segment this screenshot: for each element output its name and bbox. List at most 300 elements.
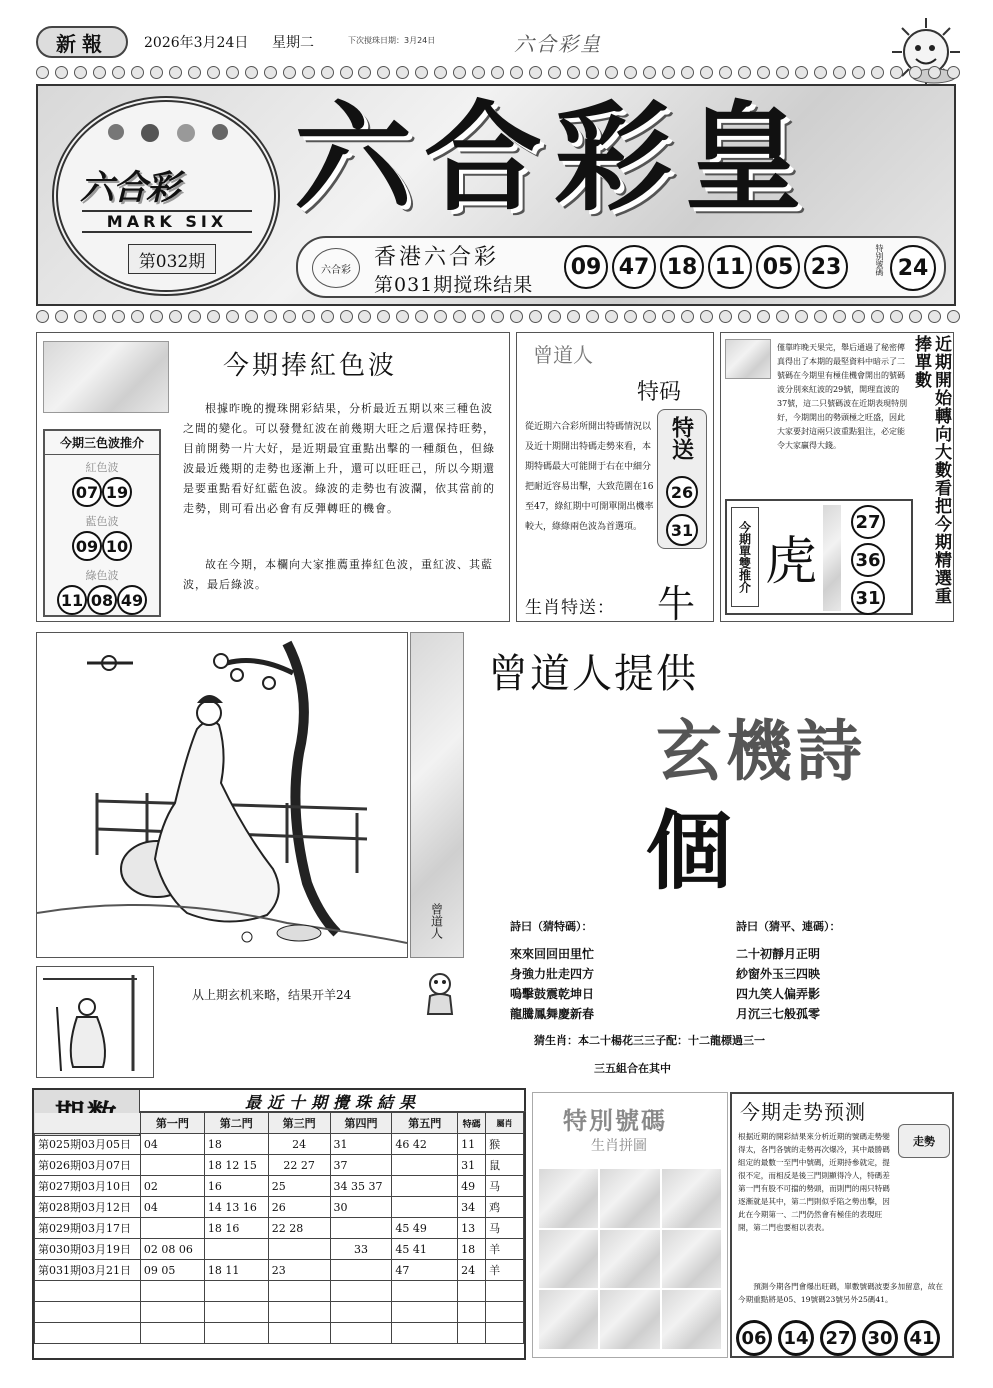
- number-dot: [415, 66, 428, 79]
- monk-illustration: [37, 967, 153, 1077]
- monk-panel: [36, 966, 154, 1078]
- row-c2: [204, 1281, 268, 1302]
- red-ball: 07: [72, 477, 102, 507]
- number-dot: [434, 66, 447, 79]
- row-c2: 18 16: [204, 1218, 268, 1239]
- green-ball: 08: [87, 585, 117, 615]
- number-dot: [264, 310, 277, 323]
- number-dot: [643, 66, 656, 79]
- poem-right-line: 紗窗外玉三四映: [736, 967, 821, 981]
- row-issue: 第027期03月10日: [35, 1176, 141, 1197]
- row-special: [458, 1302, 486, 1323]
- row-c1: 04: [140, 1197, 204, 1218]
- tiger-decor: [725, 339, 771, 379]
- zeng-te-song-label: 特送: [668, 416, 695, 460]
- number-dot: [434, 310, 447, 323]
- red-wave-body2: 故在今期，本欄向大家推薦重捧紅色波，重紅波、其藍波，最后綠波。: [183, 558, 493, 591]
- tiger-body: 僅靠昨晚天果完，舉后通過了秘密傳真得出了本期的最堅資料中暗示了二號碼在今期里有極佳機會開出的號碼波分別來紅波的29號，開理直波的37號，這二只號碼波在近期表現特別好，今期開出的勢頭極之旺盛，因此大家要封這兩只波重點狙注，必定能令大家贏得大錢。: [777, 343, 908, 450]
- row-c5: [392, 1302, 458, 1323]
- number-dot: [681, 66, 694, 79]
- tiger-box: [725, 499, 913, 615]
- forecast-ball: 30: [862, 1320, 898, 1356]
- header-weekday: 星期二: [272, 35, 314, 51]
- number-dot: [93, 310, 106, 323]
- row-issue: [35, 1281, 141, 1302]
- number-dot: [757, 66, 770, 79]
- tiger-ball: 36: [851, 543, 885, 577]
- forecast-ball: 06: [736, 1320, 772, 1356]
- number-dot: [662, 310, 675, 323]
- issue-number: 第032期: [128, 244, 216, 274]
- number-dot: [719, 310, 732, 323]
- zeng-zodiac-label: 生肖特送：: [525, 598, 615, 618]
- history-header-row: [35, 1113, 524, 1134]
- row-c3: [268, 1239, 330, 1260]
- forecast-section: [730, 1092, 954, 1358]
- row-c3: 23: [268, 1260, 330, 1281]
- row-special: 49: [458, 1176, 486, 1197]
- row-issue: 第030期03月19日: [35, 1239, 141, 1260]
- number-dot: [283, 310, 296, 323]
- number-dot: [909, 66, 922, 79]
- number-dot: [112, 310, 125, 323]
- number-dot: [719, 66, 732, 79]
- row-special: 24: [458, 1260, 486, 1281]
- number-dot: [55, 310, 68, 323]
- poem-right-line: 月沉三七般孤零: [736, 1007, 821, 1021]
- number-dot: [757, 310, 770, 323]
- red-numbers: [45, 477, 159, 507]
- number-dot: [207, 66, 220, 79]
- number-dot: [169, 310, 182, 323]
- row-special: [458, 1281, 486, 1302]
- blue-numbers: [45, 531, 159, 561]
- row-c5: 45 49: [392, 1218, 458, 1239]
- number-dot: [131, 66, 144, 79]
- row-issue: [35, 1323, 141, 1344]
- tiger-numbers: [851, 505, 885, 615]
- number-dot: [871, 66, 884, 79]
- number-dot: [472, 310, 485, 323]
- row-issue: [35, 1302, 141, 1323]
- row-c1: [140, 1155, 204, 1176]
- logo-badge: [52, 96, 280, 296]
- table-row: [35, 1323, 524, 1344]
- table-row: [35, 1197, 524, 1218]
- red-wave-body: 根據昨晚的攪珠開彩結果，分析最近五期以來三種色波之間的變化。可以發覺紅波在前幾期大旺之后還保持旺勢，目前開勢一片大好，是近期最宜重點出擊的一種顏色，但綠波最近幾期的走勢也逐漸上升，還可以旺旺己，所以今期還是要重點看好紅藍色波。綠波的走勢也有波瀾，依其當前的走勢，則可看出必會有反彈轉旺的機會。: [183, 402, 495, 515]
- logo-text: 六合彩: [80, 168, 179, 208]
- row-c5: [392, 1197, 458, 1218]
- riddle-section: [470, 632, 954, 1078]
- result-mini-logo: 六合彩: [312, 248, 360, 288]
- puzzle-tile: [662, 1230, 721, 1289]
- tiger-ball: 27: [851, 505, 885, 539]
- zeng-ball: 26: [666, 476, 698, 508]
- number-dot: [814, 310, 827, 323]
- puzzle-tile: [539, 1290, 598, 1349]
- red-wave-heading: 今期捧紅色波: [223, 351, 398, 381]
- row-c3: 22 28: [268, 1218, 330, 1239]
- zeng-section: [516, 332, 714, 626]
- row-c4: 33: [330, 1239, 392, 1260]
- number-dot: [207, 310, 220, 323]
- color-panel-title: 今期三色波推介: [45, 431, 159, 455]
- puzzle-tile: [662, 1169, 721, 1228]
- result-panel: [296, 236, 946, 298]
- number-dot: [529, 310, 542, 323]
- forecast-numbers: [736, 1320, 940, 1356]
- row-issue: 第031期03月21日: [35, 1260, 141, 1281]
- header-date: 2026年3月24日: [144, 35, 249, 51]
- riddle-side-label: 曾道人: [429, 903, 444, 939]
- history-header: 第二門: [204, 1113, 268, 1134]
- green-numbers: [45, 585, 159, 615]
- number-dot-row-bottom: [36, 310, 960, 323]
- number-dot: [150, 66, 163, 79]
- number-dot: [947, 66, 960, 79]
- row-c2: 18: [204, 1134, 268, 1155]
- number-dot: [377, 310, 390, 323]
- number-dot: [871, 310, 884, 323]
- history-header: 第五門: [392, 1113, 458, 1134]
- blue-label: 藍色波: [85, 515, 119, 528]
- number-dot: [852, 66, 865, 79]
- number-dot: [833, 310, 846, 323]
- row-c5: [392, 1281, 458, 1302]
- zeng-te-song: [657, 409, 707, 549]
- number-dot: [396, 66, 409, 79]
- lady-under-tree-illustration: [37, 633, 407, 957]
- history-table: [34, 1112, 524, 1344]
- row-zodiac: 猴: [486, 1134, 524, 1155]
- number-dot: [36, 66, 49, 79]
- number-dot: [491, 310, 504, 323]
- big-title: 六合彩皇: [294, 88, 815, 227]
- number-dot: [738, 310, 751, 323]
- row-c4: [330, 1218, 392, 1239]
- row-c4: [330, 1281, 392, 1302]
- forecast-ball: 41: [904, 1320, 940, 1356]
- number-dot: [245, 310, 258, 323]
- row-c3: 22 27: [268, 1155, 330, 1176]
- row-zodiac: 鼠: [486, 1155, 524, 1176]
- forecast-body2: 預測今期各門會爆出旺碼，單數號碼波要多加留意，故在今期重點將是05、19號碼23號另外25碼41。: [738, 1282, 944, 1304]
- puzzle-tile: [600, 1169, 659, 1228]
- number-dot: [302, 66, 315, 79]
- row-c3: 26: [268, 1197, 330, 1218]
- number-dot: [226, 310, 239, 323]
- number-dot: [226, 66, 239, 79]
- row-zodiac: [486, 1281, 524, 1302]
- forecast-body: 根据近期的開彩結果來分析近期的號碼走勢變得太，各門各號的走勢再次爆冷，其中最勝碼組定的最數一至門中號碼，近期持參就定，提很不定，而相反是後三門則顯得冷人，特碼差第一門有股不可擋的勢頭，而則門的兩只特碼逐漸就是其中，第二門則似乎陷之勢出擊，因此在今期第一、二門仍然會有極佳的表現旺開，第二門也要相以表表。: [738, 1132, 890, 1232]
- row-c5: 45 41: [392, 1239, 458, 1260]
- row-special: 13: [458, 1218, 486, 1239]
- number-dot: [928, 66, 941, 79]
- row-c3: [268, 1281, 330, 1302]
- result-ball: 09: [564, 245, 608, 289]
- history-header: 第四門: [330, 1113, 392, 1134]
- header-next-draw: 下次搅珠日期：3月24日: [348, 36, 436, 45]
- puzzle-tile: [539, 1230, 598, 1289]
- number-dot: [377, 66, 390, 79]
- row-issue: 第028期03月12日: [35, 1197, 141, 1218]
- zeng-ball: 31: [666, 514, 698, 546]
- row-c5: 47: [392, 1260, 458, 1281]
- number-dot: [74, 66, 87, 79]
- masthead: [36, 84, 956, 306]
- number-dot: [93, 66, 106, 79]
- number-dot: [586, 310, 599, 323]
- table-row: [35, 1218, 524, 1239]
- number-dot: [55, 66, 68, 79]
- special-puzzle-title: 特別號碼: [563, 1106, 667, 1135]
- row-c2: 14 13 16: [204, 1197, 268, 1218]
- number-dot: [131, 310, 144, 323]
- number-dot: [738, 66, 751, 79]
- number-dot: [852, 310, 865, 323]
- poem-left-line: 身強力壯走四方: [510, 967, 595, 981]
- prev-issue: 第031期搅珠结果: [374, 274, 534, 296]
- number-dot: [112, 66, 125, 79]
- row-c2: 18 11: [204, 1260, 268, 1281]
- table-row: [35, 1176, 524, 1197]
- red-wave-decor: [43, 341, 169, 413]
- forecast-title: 今期走势预测: [740, 1100, 866, 1124]
- special-puzzle-section: [532, 1092, 728, 1358]
- row-special: 11: [458, 1134, 486, 1155]
- special-ball: 24: [890, 245, 936, 291]
- row-c2: [204, 1302, 268, 1323]
- riddle-char: 個: [646, 802, 732, 902]
- poem-right: [736, 944, 820, 1024]
- history-header-spacer: [35, 1113, 141, 1134]
- number-dot: [472, 66, 485, 79]
- table-row: [35, 1134, 524, 1155]
- last-note: 从上期玄机来略，结果开羊24: [192, 988, 352, 1002]
- number-dot: [700, 310, 713, 323]
- number-dot: [264, 66, 277, 79]
- row-zodiac: [486, 1323, 524, 1344]
- number-dot: [605, 66, 618, 79]
- forecast-ball: 27: [820, 1320, 856, 1356]
- row-zodiac: [486, 1302, 524, 1323]
- red-label: 紅色波: [85, 461, 119, 474]
- table-row: [35, 1239, 524, 1260]
- row-special: 18: [458, 1239, 486, 1260]
- row-c5: [392, 1323, 458, 1344]
- zodiac-hint2: 三五組合在其中: [594, 1062, 671, 1075]
- number-dot: [548, 310, 561, 323]
- result-ball: 23: [804, 245, 848, 289]
- number-dot: [245, 66, 258, 79]
- row-c3: 24: [268, 1134, 330, 1155]
- logo-balls: [108, 124, 228, 142]
- row-c3: [268, 1323, 330, 1344]
- number-dot: [302, 310, 315, 323]
- number-dot: [890, 66, 903, 79]
- forecast-badge: 走勢: [898, 1124, 950, 1158]
- row-c3: [268, 1302, 330, 1323]
- riddle-side-strip: [410, 632, 464, 958]
- table-row: [35, 1281, 524, 1302]
- number-dot: [340, 310, 353, 323]
- number-dot: [188, 310, 201, 323]
- number-dot: [169, 66, 182, 79]
- row-c1: [140, 1302, 204, 1323]
- number-dot: [909, 310, 922, 323]
- number-dot: [74, 310, 87, 323]
- number-dot: [396, 310, 409, 323]
- riddle-provider: 曾道人提供: [488, 651, 698, 697]
- poem-left-line: 來來回回田里忙: [510, 947, 595, 961]
- row-c1: 02: [140, 1176, 204, 1197]
- row-zodiac: 鸡: [486, 1197, 524, 1218]
- history-title: 最近十期攪珠結果: [140, 1090, 526, 1112]
- history-header: 第一門: [140, 1113, 204, 1134]
- result-ball: 11: [708, 245, 752, 289]
- number-dot: [567, 66, 580, 79]
- number-dot: [453, 310, 466, 323]
- row-c2: [204, 1239, 268, 1260]
- row-c5: [392, 1155, 458, 1176]
- forecast-ball: 14: [778, 1320, 814, 1356]
- number-dot: [453, 66, 466, 79]
- number-dot: [814, 66, 827, 79]
- table-row: [35, 1155, 524, 1176]
- number-dot-row-top: [36, 66, 960, 79]
- table-row: [35, 1260, 524, 1281]
- number-dot: [928, 310, 941, 323]
- number-dot: [321, 310, 334, 323]
- blue-ball: 09: [72, 531, 102, 561]
- tiger-vertical-label: 今期單雙推介: [731, 507, 759, 607]
- zeng-zodiac: 牛: [657, 582, 696, 626]
- header-strip: [32, 24, 964, 64]
- number-dot: [890, 310, 903, 323]
- number-dot: [947, 310, 960, 323]
- zeng-name: 曾道人: [533, 343, 593, 367]
- result-ball: 05: [756, 245, 800, 289]
- tiger-section: [720, 332, 954, 622]
- row-special: 31: [458, 1155, 486, 1176]
- row-special: 34: [458, 1197, 486, 1218]
- number-dot: [776, 66, 789, 79]
- number-dot: [643, 310, 656, 323]
- zodiac-hint: 猜生肖：本二十楊花三三子配：十二龍標過三一: [534, 1034, 765, 1047]
- number-dot: [321, 66, 334, 79]
- riddle-title: 玄機詩: [656, 713, 866, 790]
- number-dot: [529, 66, 542, 79]
- row-c5: 46 42: [392, 1134, 458, 1155]
- number-dot: [415, 310, 428, 323]
- history-header: 特碼: [458, 1113, 486, 1134]
- number-dot: [150, 310, 163, 323]
- special-label: 特别號碼: [875, 244, 884, 276]
- row-c1: 04: [140, 1134, 204, 1155]
- row-c4: 30: [330, 1197, 392, 1218]
- row-c4: 37: [330, 1155, 392, 1176]
- number-dot: [795, 66, 808, 79]
- row-c1: 09 05: [140, 1260, 204, 1281]
- illustration-panel: [36, 632, 408, 958]
- table-row: [35, 1302, 524, 1323]
- number-dot: [776, 310, 789, 323]
- number-dot: [510, 66, 523, 79]
- number-dot: [358, 310, 371, 323]
- tiger-side-text: 近期開始轉向大數看把今期精選重捧單數: [911, 335, 951, 605]
- special-puzzle-sub: 生肖拼圖: [591, 1138, 647, 1154]
- number-dot: [833, 66, 846, 79]
- row-c4: [330, 1302, 392, 1323]
- poem-left-line: 嗚擊鼓震乾坤日: [510, 987, 595, 1001]
- result-ball: 47: [612, 245, 656, 289]
- tiger-ball: 31: [851, 581, 885, 615]
- row-c1: [140, 1323, 204, 1344]
- green-label: 綠色波: [85, 569, 119, 582]
- number-dot: [586, 66, 599, 79]
- logo-sub: MARK SIX: [82, 210, 252, 233]
- row-zodiac: 羊: [486, 1239, 524, 1260]
- zeng-te-ma: 特码: [637, 380, 682, 405]
- number-dot: [358, 66, 371, 79]
- header-script-title: 六合彩皇: [514, 32, 602, 56]
- row-issue: 第029期03月17日: [35, 1218, 141, 1239]
- number-dot: [340, 66, 353, 79]
- cartoon-mascot-icon: [420, 968, 460, 1018]
- history-table-wrap: [34, 1112, 524, 1344]
- row-issue: 第026期03月07日: [35, 1155, 141, 1176]
- number-dot: [700, 66, 713, 79]
- number-dot: [510, 310, 523, 323]
- puzzle-tile: [600, 1290, 659, 1349]
- tiger-animal: 虎: [765, 532, 818, 592]
- row-c4: [330, 1260, 392, 1281]
- history-header: 第三門: [268, 1113, 330, 1134]
- poem-left-title: 詩曰（猜特碼）：: [510, 920, 593, 933]
- row-issue: 第025期03月05日: [35, 1134, 141, 1155]
- number-dot: [548, 66, 561, 79]
- row-zodiac: 马: [486, 1176, 524, 1197]
- header-tag: 新報: [36, 26, 128, 58]
- row-c2: 18 12 15: [204, 1155, 268, 1176]
- color-panel: [43, 429, 161, 617]
- poem-right-title: 詩曰（猜平、連碼）：: [736, 920, 841, 933]
- red-wave-section: [36, 332, 510, 622]
- row-c5: [392, 1176, 458, 1197]
- history-section: [32, 1088, 526, 1360]
- number-dot: [624, 66, 637, 79]
- poem-right-line: 二十初靜月正明: [736, 947, 821, 961]
- row-c4: 31: [330, 1134, 392, 1155]
- poem-left-line: 龍騰鳳舞慶新春: [510, 1007, 595, 1021]
- row-zodiac: 羊: [486, 1260, 524, 1281]
- green-ball: 49: [117, 585, 147, 615]
- number-dot: [567, 310, 580, 323]
- row-c4: 34 35 37: [330, 1176, 392, 1197]
- puzzle-tile: [539, 1169, 598, 1228]
- result-numbers: [564, 245, 848, 289]
- row-zodiac: 马: [486, 1218, 524, 1239]
- number-dot: [283, 66, 296, 79]
- row-c4: [330, 1323, 392, 1344]
- puzzle-tile: [600, 1230, 659, 1289]
- number-dot: [662, 66, 675, 79]
- row-c3: 25: [268, 1176, 330, 1197]
- puzzle-grid: [539, 1169, 721, 1349]
- number-dot: [795, 310, 808, 323]
- poem-right-line: 四九笑人偏弄影: [736, 987, 821, 1001]
- blue-ball: 10: [102, 531, 132, 561]
